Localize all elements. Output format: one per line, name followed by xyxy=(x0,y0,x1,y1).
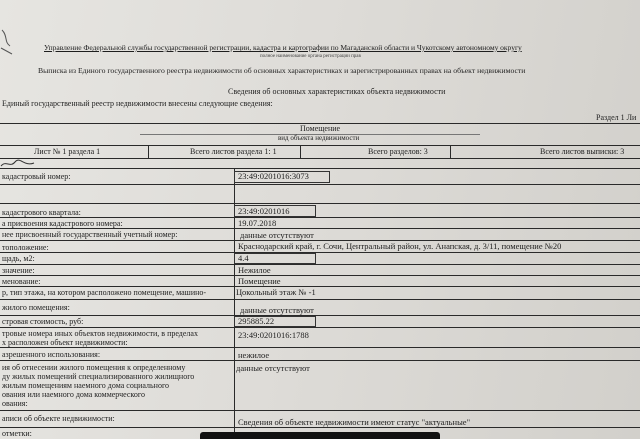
record-status-label: аписи об объекте недвижимости: xyxy=(2,414,115,423)
sheets-in-section: Всего листов раздела 1: 1 xyxy=(190,147,277,156)
row-border xyxy=(0,315,640,316)
living-premise-label: жилого помещения: xyxy=(2,303,70,312)
specialized-housing-label: ия об отнесении жилого помещения к определенному xyxy=(2,363,186,372)
name-label: менование: xyxy=(2,277,41,286)
row-border xyxy=(0,427,640,428)
section-reference: Раздел 1 Ли xyxy=(596,113,637,122)
cadastral-number-value: 23:49:0201016:3073 xyxy=(238,171,309,181)
name-value: Помещение xyxy=(238,276,281,286)
permitted-use-value: нежилое xyxy=(238,350,270,360)
row-border xyxy=(0,275,640,276)
sheet-number: Лист № 1 раздела 1 xyxy=(34,147,101,156)
previous-number-label: нее присвоенный государственный учетный номер: xyxy=(2,230,178,239)
row-border xyxy=(0,410,640,411)
agency-caption: полное наименование органа регистрации прав xyxy=(260,54,361,59)
row-border xyxy=(0,217,640,218)
parent-objects-label-line2: х расположен объект недвижимости: xyxy=(2,338,128,347)
cadastral-cost-label: стровая стоимость, руб: xyxy=(2,317,84,326)
living-premise-value: данные отсутствуют xyxy=(240,305,314,315)
sheet-divider-1 xyxy=(148,145,149,158)
specialized-housing-label-line4: ования или наемного дома коммерческого xyxy=(2,390,145,399)
sheet-row-bottom xyxy=(0,158,640,159)
cadastral-quarter-value: 23:49:0201016 xyxy=(238,206,290,216)
floor-value: Цокольный этаж № -1 xyxy=(236,287,316,297)
cadastral-number-label: кадастровый номер: xyxy=(2,172,71,181)
total-extract-sheets: Всего листов выписки: 3 xyxy=(540,147,625,156)
agency-name: Управление Федеральной службы государственной регистрации, кадастра и картографии по Магаданской области и Чукотскому автономному округу xyxy=(44,43,522,52)
permitted-use-label: азрешенного использования: xyxy=(2,350,101,359)
sheet-divider-3 xyxy=(450,145,451,158)
sheet-row-top xyxy=(0,145,640,146)
row-border xyxy=(0,347,640,348)
special-notes-label: отметки: xyxy=(2,429,32,438)
area-label: щадь, м2: xyxy=(2,254,35,263)
row-border xyxy=(0,184,640,185)
area-value: 4.4 xyxy=(238,253,249,263)
row-border xyxy=(0,168,640,169)
row-border xyxy=(0,327,640,328)
parent-objects-value: 23:49:0201016:1788 xyxy=(238,330,309,340)
floor-label: р, тип этажа, на котором расположено помещение, машино- xyxy=(2,288,207,297)
total-sections: Всего разделов: 3 xyxy=(368,147,428,156)
row-border xyxy=(0,360,640,361)
specialized-housing-label-line2: ду жилых помещений специализированного жилищного xyxy=(2,372,195,381)
intro-text: Единый государственный реестр недвижимости внесены следующие сведения: xyxy=(2,99,273,108)
sheet-divider-2 xyxy=(300,145,301,158)
row-border xyxy=(0,203,640,204)
extract-title: Выписка из Единого государственного реестра недвижимости об основных характеристиках и зарегистрированных правах на объект недвижимости xyxy=(38,66,526,75)
row-border xyxy=(0,228,640,229)
purpose-value: Нежилое xyxy=(238,265,271,275)
assignment-date-value: 19.07.2018 xyxy=(238,218,277,228)
object-kind-caption: вид объекта недвижимости xyxy=(278,134,360,142)
row-border xyxy=(0,286,640,287)
cadastral-cost-value: 295885.22 xyxy=(238,316,275,326)
object-kind: Помещение xyxy=(300,124,341,133)
handwritten-mark xyxy=(0,28,14,58)
location-value: Краснодарский край, г. Сочи, Центральный район, ул. Анапская, д. 3/11, помещение №20 xyxy=(238,241,562,251)
specialized-housing-value: данные отсутствуют xyxy=(236,363,310,373)
specialized-housing-label-line5: ования: xyxy=(2,399,28,408)
location-label: тоположение: xyxy=(2,243,49,252)
purpose-label: значение: xyxy=(2,266,35,275)
parent-objects-label: тровые номера иных объектов недвижимости, в пределах xyxy=(2,329,198,338)
bottom-shadow-bar xyxy=(200,432,440,439)
specialized-housing-label-line3: жилым помещениям наемного дома социального xyxy=(2,381,170,390)
row-border xyxy=(0,264,640,265)
assignment-date-label: а присвоения кадастрового номера: xyxy=(2,219,123,228)
row-border xyxy=(0,252,640,253)
record-status-value: Сведения об объекте недвижимости имеют статус "актуальные" xyxy=(238,417,471,427)
section-title: Сведения об основных характеристиках объекта недвижимости xyxy=(228,87,446,96)
cadastral-quarter-label: кадастрового квартала: xyxy=(2,208,81,217)
row-border xyxy=(0,299,640,300)
previous-number-value: данные отсутствуют xyxy=(240,230,314,240)
